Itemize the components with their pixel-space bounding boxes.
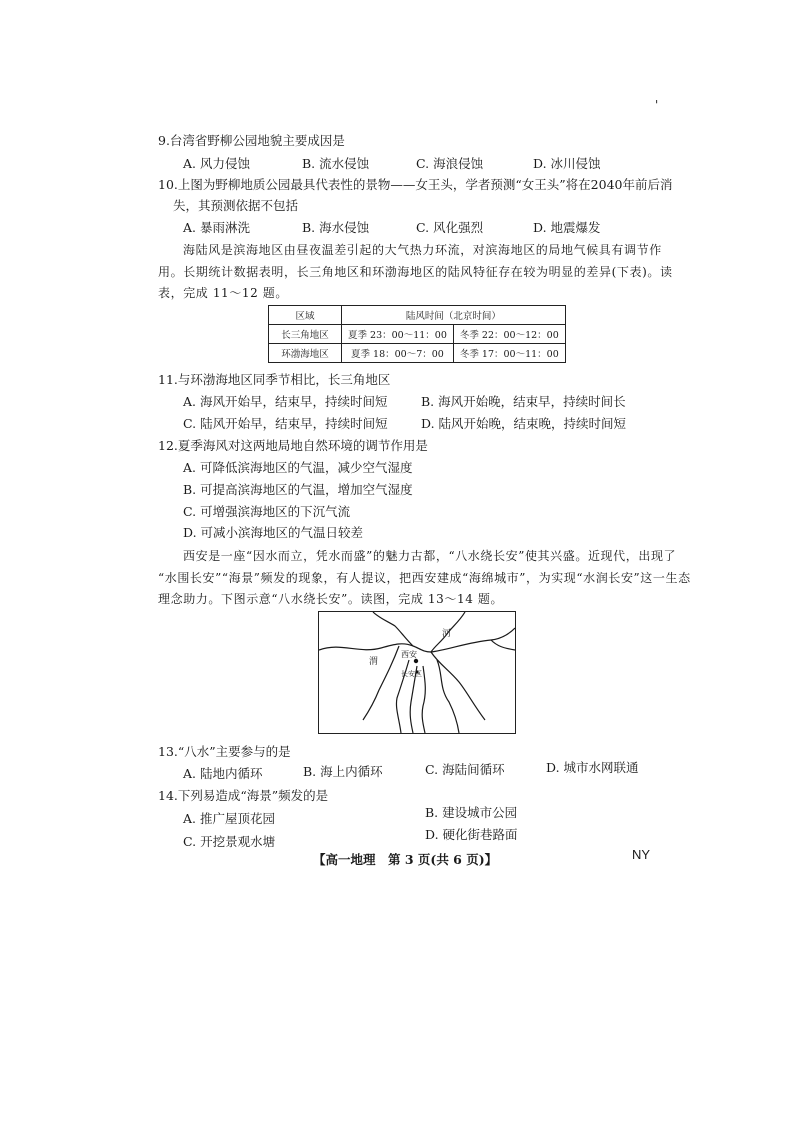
q10-stem-line2: 失，其预测依据不包括 (173, 198, 299, 213)
map-label-xian: 西安 (401, 650, 417, 659)
q12-option-c: C. 可增强滨海地区的下沉气流 (183, 504, 351, 519)
table-row (269, 325, 566, 344)
q12-stem: 12.夏季海风对这两地局地自然环境的调节作用是 (158, 438, 428, 453)
table-row (269, 344, 566, 363)
map-label-wei: 渭 (369, 657, 379, 667)
q9-option-c: C. 海浪侵蚀 (416, 156, 484, 171)
table-cell: 冬季 17：00～11：00 (453, 344, 565, 363)
eight-rivers-map (318, 611, 516, 734)
page-footer: 【高一地理 第 3 页(共 6 页)】 (313, 852, 498, 867)
q13-option-c: C. 海陆间循环 (425, 762, 505, 777)
q11-stem: 11.与环渤海地区同季节相比，长三角地区 (158, 372, 391, 387)
q14-option-b: B. 建设城市公园 (425, 805, 518, 820)
q13-option-a: A. 陆地内循环 (183, 766, 263, 781)
q13-option-d: D. 城市水网联通 (546, 760, 639, 775)
q13-stem: 13.“八水”主要参与的是 (158, 744, 291, 759)
q13-option-b: B. 海上内循环 (303, 764, 383, 779)
q10-option-b: B. 海水侵蚀 (302, 220, 370, 235)
passage1-line3: 表，完成 11～12 题。 (158, 286, 288, 300)
passage1-line1: 海陆风是滨海地区由昼夜温差引起的大气热力环流，对滨海地区的局地气候具有调节作 (183, 243, 662, 257)
passage2-line3: 理念助力。下图示意“八水绕长安”。读图，完成 13～14 题。 (158, 592, 504, 606)
q12-option-a: A. 可降低滨海地区的气温，减少空气湿度 (183, 460, 413, 475)
q12-option-d: D. 可减小滨海地区的气温日较差 (183, 525, 364, 540)
q12-option-b: B. 可提高滨海地区的气温，增加空气湿度 (183, 482, 413, 497)
table-header-time: 陆风时间（北京时间） (342, 306, 566, 325)
table-cell: 夏季 18：00～7：00 (342, 344, 454, 363)
q10-option-d: D. 地震爆发 (533, 220, 601, 235)
q11-option-b: B. 海风开始晚，结束早，持续时间长 (421, 394, 626, 409)
passage2-line1: 西安是一座“因水而立，凭水而盛”的魅力古都，“八水绕长安”使其兴盛。近现代，出现了 (183, 549, 677, 563)
q9-option-a: A. 风力侵蚀 (183, 156, 250, 171)
q14-option-c: C. 开挖景观水塘 (183, 834, 276, 849)
q9-stem: 9.台湾省野柳公园地貌主要成因是 (158, 133, 345, 148)
table-cell: 长三角地区 (269, 325, 342, 344)
q11-option-a: A. 海风开始早，结束早，持续时间短 (183, 394, 388, 409)
table-cell: 夏季 23：00～11：00 (342, 325, 454, 344)
map-label-changan: 长安区 (401, 670, 422, 678)
q14-option-d: D. 硬化街巷路面 (425, 827, 518, 842)
map-label-he: 河 (442, 629, 452, 639)
q9-option-b: B. 流水侵蚀 (302, 156, 370, 171)
q10-stem-line1: 10.上图为野柳地质公园最具代表性的景物——女王头，学者预测“女王头”将在2040年前后消 (158, 177, 673, 192)
corner-mark: ' (655, 98, 659, 112)
q11-option-d: D. 陆风开始晚，结束晚，持续时间短 (421, 416, 627, 431)
land-breeze-table (268, 305, 566, 363)
table-header-region: 区域 (269, 306, 342, 325)
q14-stem: 14.下列易造成“海景”频发的是 (158, 788, 329, 803)
table-cell: 环渤海地区 (269, 344, 342, 363)
q10-option-c: C. 风化强烈 (416, 220, 484, 235)
table-cell: 冬季 22：00～12：00 (453, 325, 565, 344)
footer-code: NY (632, 847, 651, 862)
q10-option-a: A. 暴雨淋洗 (183, 220, 250, 235)
passage1-line2: 用。长期统计数据表明，长三角地区和环渤海地区的陆风特征存在较为明显的差异(下表)。读 (158, 265, 673, 279)
q14-option-a: A. 推广屋顶花园 (183, 811, 275, 826)
q11-option-c: C. 陆风开始早，结束早，持续时间短 (183, 416, 388, 431)
passage2-line2: “水围长安”“海景”频发的现象，有人提议，把西安建成“海绵城市”，为实现“水润长安”这一生态 (158, 571, 691, 585)
q9-option-d: D. 冰川侵蚀 (533, 156, 601, 171)
